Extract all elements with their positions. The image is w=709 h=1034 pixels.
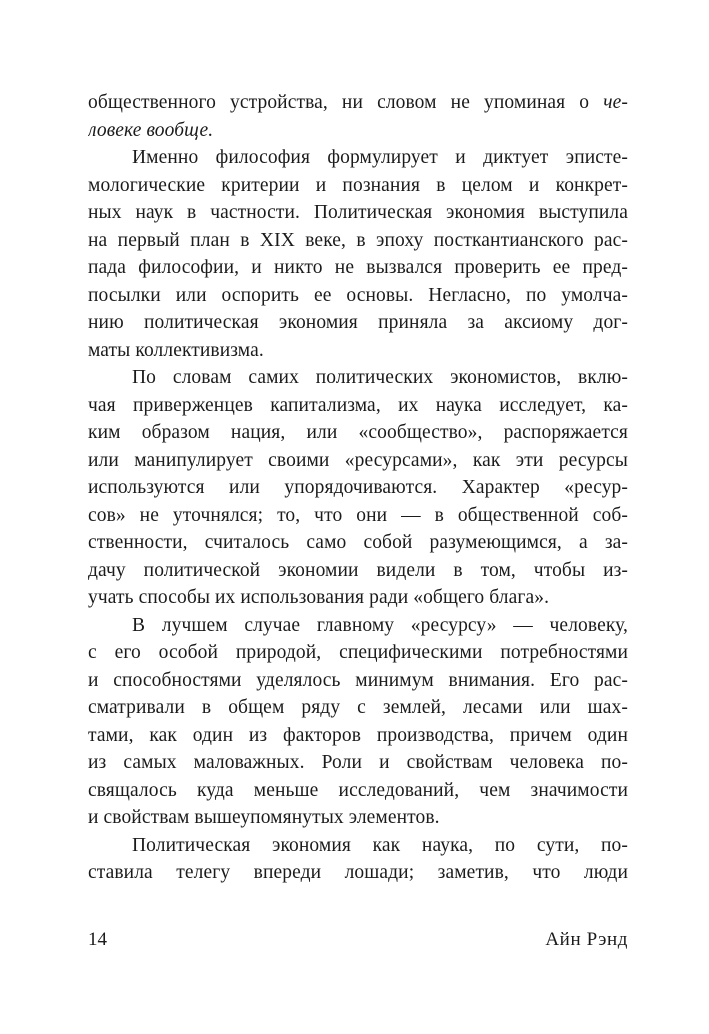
text-line <box>88 749 628 777</box>
text-line <box>88 364 628 392</box>
text-segment: Именно философия формулирует и диктует эписте- <box>132 147 628 168</box>
text-segment: нию политическая экономия приняла за аксиому дог- <box>88 312 628 333</box>
text-segment: ственности, считалось само собой разумеющимся, а за- <box>88 532 628 553</box>
text-segment: По словам самих политических экономистов, вклю- <box>132 367 628 388</box>
text-line <box>88 859 628 887</box>
text-segment: Политическая экономия как наука, по сути, по- <box>132 834 628 856</box>
text-segment: пада философии, и никто не вызвался проверить ее пред- <box>88 257 628 278</box>
text-segment: с его особой природой, специфическими потребностями <box>88 642 628 663</box>
text-line <box>88 419 628 447</box>
paragraph <box>88 832 628 887</box>
paragraph <box>88 364 628 612</box>
paragraph <box>88 612 628 832</box>
text-segment: и способностями уделялось минимум внимания. Его рас- <box>88 669 628 691</box>
text-line <box>88 172 628 200</box>
text-segment: дачу политической экономии видели в том, чтобы из- <box>88 559 628 581</box>
italic-text-segment: че- <box>603 92 628 113</box>
text-line <box>88 502 628 530</box>
text-segment: посылки или оспорить ее основы. Негласно, по умолча- <box>88 284 628 306</box>
text-line <box>88 227 628 255</box>
text-segment: чая приверженцев капитализма, их наука исследует, ка- <box>88 394 628 416</box>
page-number: 14 <box>88 929 107 950</box>
text-line <box>88 694 628 722</box>
text-line <box>88 282 628 310</box>
text-segment: на первый план в XIX веке, в эпоху посткантианского рас- <box>88 229 628 251</box>
text-segment: маты коллективизма. <box>88 339 264 361</box>
page-footer <box>88 929 628 951</box>
text-segment: ставила телегу впереди лошади; заметив, что люди <box>88 862 628 883</box>
text-segment: или манипулирует своими «ресурсами», как эти ресурсы <box>88 449 628 471</box>
text-segment: тами, как один из факторов производства, причем один <box>88 724 628 746</box>
text-line <box>88 144 628 172</box>
text-segment: ким образом нация, или «сообщество», распоряжается <box>88 422 628 443</box>
text-line <box>88 639 628 667</box>
text-line <box>88 254 628 282</box>
text-line <box>88 584 628 612</box>
running-header-author: Айн Рэнд <box>545 929 628 950</box>
text-line <box>88 309 628 337</box>
text-line <box>88 777 628 805</box>
text-segment: и свойствам вышеупомянутых элементов. <box>88 807 440 828</box>
text-segment: сматривали в общем ряду с землей, лесами или шах- <box>88 697 628 718</box>
text-segment: В лучшем случае главному «ресурсу» — человеку, <box>132 614 628 636</box>
text-line <box>88 447 628 475</box>
text-line <box>88 612 628 640</box>
text-line <box>88 117 628 145</box>
text-line <box>88 89 628 117</box>
text-line <box>88 557 628 585</box>
text-segment: ных наук в частности. Политическая экономия выступила <box>88 202 628 223</box>
italic-text-segment: ловеке вообще. <box>88 119 214 141</box>
paragraph <box>88 144 628 364</box>
paragraph <box>88 89 628 144</box>
text-segment: общественного устройства, ни словом не упоминая о <box>88 92 604 113</box>
text-segment: учать способы их использования ради «общего блага». <box>88 587 550 608</box>
text-line <box>88 667 628 695</box>
text-segment: используются или упорядочиваются. Характер «ресур- <box>88 477 628 498</box>
text-line <box>88 392 628 420</box>
text-line <box>88 804 628 832</box>
text-segment: свящалось куда меньше исследований, чем значимости <box>88 779 628 801</box>
text-line <box>88 722 628 750</box>
body-text <box>88 89 628 887</box>
text-line <box>88 832 628 860</box>
text-segment: мологические критерии и познания в целом и конкрет- <box>88 174 628 196</box>
text-line <box>88 529 628 557</box>
text-segment: из самых маловажных. Роли и свойствам человека по- <box>88 752 628 773</box>
text-segment: сов» не уточнялся; то, что они — в общественной соб- <box>88 504 628 526</box>
text-line <box>88 474 628 502</box>
text-line <box>88 199 628 227</box>
text-line <box>88 337 628 365</box>
